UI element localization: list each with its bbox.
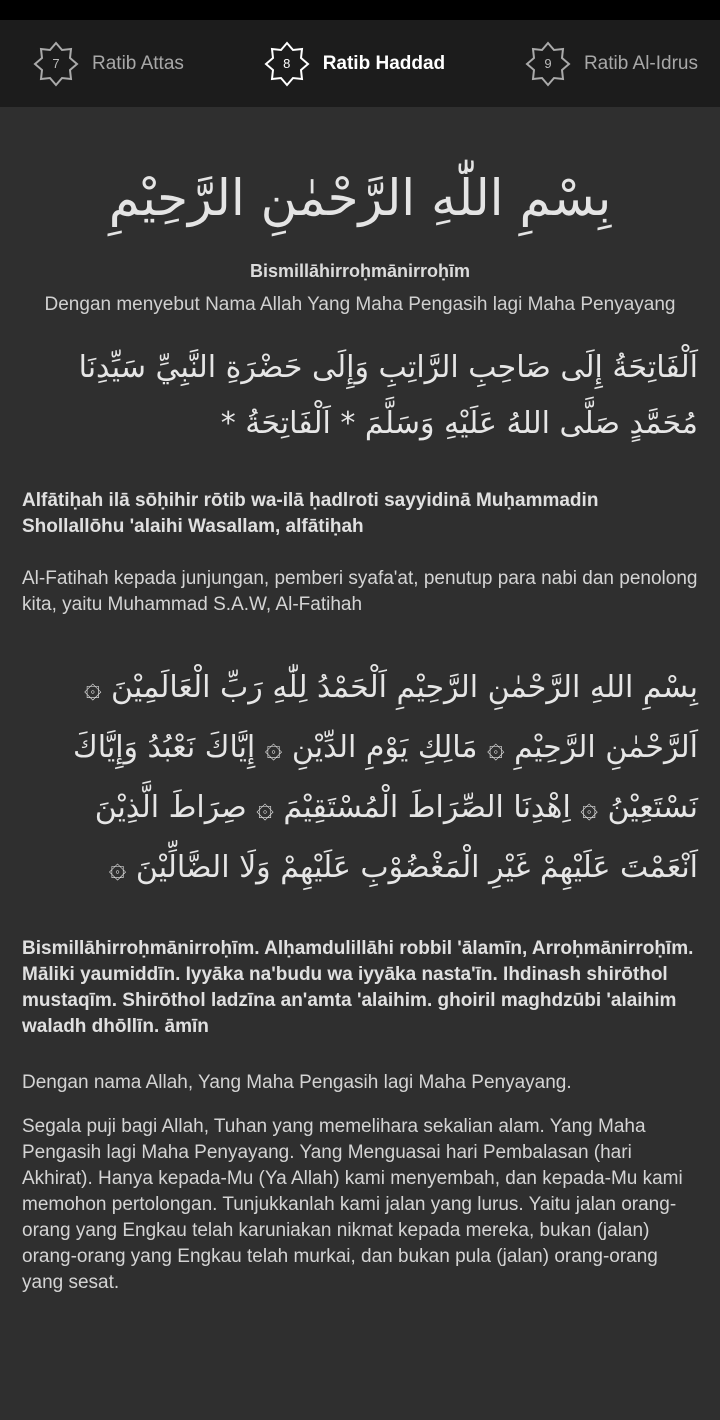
ratib-content[interactable] <box>0 143 720 1296</box>
star-badge-icon <box>524 40 572 88</box>
status-bar <box>0 0 720 20</box>
verse-arabic: اَلْفَاتِحَةُ إِلَى صَاحِبِ الرَّاتِبِ وَإِلَى حَضْرَةِ النَّبِيِّ سَيِّدِنَا مُحَمَّدٍ صَلَّى اللهُ عَلَيْهِ وَسَلَّمَ * اَلْفَاتِحَةُ * <box>78 350 698 441</box>
bismillah-translation: Dengan menyebut Nama Allah Yang Maha Pengasih lagi Maha Penyayang <box>44 294 676 315</box>
tab-number: 8 <box>283 56 291 71</box>
tab-number: 9 <box>544 56 552 71</box>
ratib-tabs <box>0 20 720 107</box>
bismillah-latin: Bismillāhirroḥmānirroḥīm <box>249 261 471 281</box>
star-badge-icon <box>263 40 311 88</box>
tab-ratib-al-idrus[interactable] <box>524 40 698 88</box>
verse-arabic: بِسْمِ اللهِ الرَّحْمٰنِ الرَّحِيْمِ اَلْحَمْدُ لِلّٰهِ رَبِّ الْعَالَمِيْنَ ۞ اَلرَّحْمٰنِ الرَّحِيْمِ ۞ مَالِكِ يَوْمِ الدِّيْنِ ۞ إِيَّاكَ نَعْبُدُ وَإِيَّاكَ نَسْتَعِيْنُ ۞ اِهْدِنَا الصِّرَاطَ الْمُسْتَقِيْمَ ۞ صِرَاطَ الَّذِيْنَ اَنْعَمْتَ عَلَيْهِمْ غَيْرِ الْمَغْضُوْبِ عَلَيْهِمْ وَلَا الضَّالِّيْنَ ۞ <box>72 670 698 885</box>
verse-latin: Alfātiḥah ilā sōḥihir rōtib wa-ilā ḥadlroti sayyidinā Muḥammadin Shollallōhu 'alaihi Wasallam, alfātiḥah <box>22 490 599 537</box>
verse-translation: Segala puji bagi Allah, Tuhan yang memelihara sekalian alam. Yang Maha Pengasih lagi Maha Penyayang. Yang Menguasai hari Pembalasan (hari Akhirat). Hanya kepada-Mu (Ya Allah) kami menyembah, dan kepada-Mu kami memohon pertolongan. Tunjukkanlah kami jalan yang lurus. Yaitu jalan orang-orang yang Engkau telah karuniakan nikmat kepada mereka, bukan (jalan) orang-orang yang Engkau telah murkai, dan bukan pula (jalan) orang-orang yang sesat. <box>22 1116 683 1293</box>
verse-translation: Al-Fatihah kepada junjungan, pemberi syafa'at, penutup para nabi dan penolong kita, yaitu Muhammad S.A.W, Al-Fatihah <box>22 568 698 615</box>
verse-translation: Dengan nama Allah, Yang Maha Pengasih lagi Maha Penyayang. <box>22 1072 572 1093</box>
tab-number: 7 <box>52 56 60 71</box>
tab-label: Ratib Attas <box>92 52 184 74</box>
verse-latin: Bismillāhirroḥmānirroḥīm. Alḥamdulillāhi robbil 'ālamīn, Arroḥmānirroḥīm. Māliki yaumiddīn. Iyyāka na'budu wa iyyāka nasta'īn. Ihdinash shirōthol mustaqīm. Shirōthol ladzīna an'amta 'alaihim. ghoiril maghdzūbi 'alaihim waladh dhōllīn. āmīn <box>22 938 694 1037</box>
tab-ratib-attas[interactable] <box>32 40 184 88</box>
bismillah-calligraphy: بِسْمِ اللّٰهِ الرَّحْمٰنِ الرَّحِيْمِ <box>108 169 612 227</box>
tab-label: Ratib Al-Idrus <box>583 52 698 74</box>
tab-ratib-haddad[interactable] <box>263 40 445 88</box>
star-badge-icon <box>32 40 80 88</box>
tab-label: Ratib Haddad <box>322 52 446 74</box>
